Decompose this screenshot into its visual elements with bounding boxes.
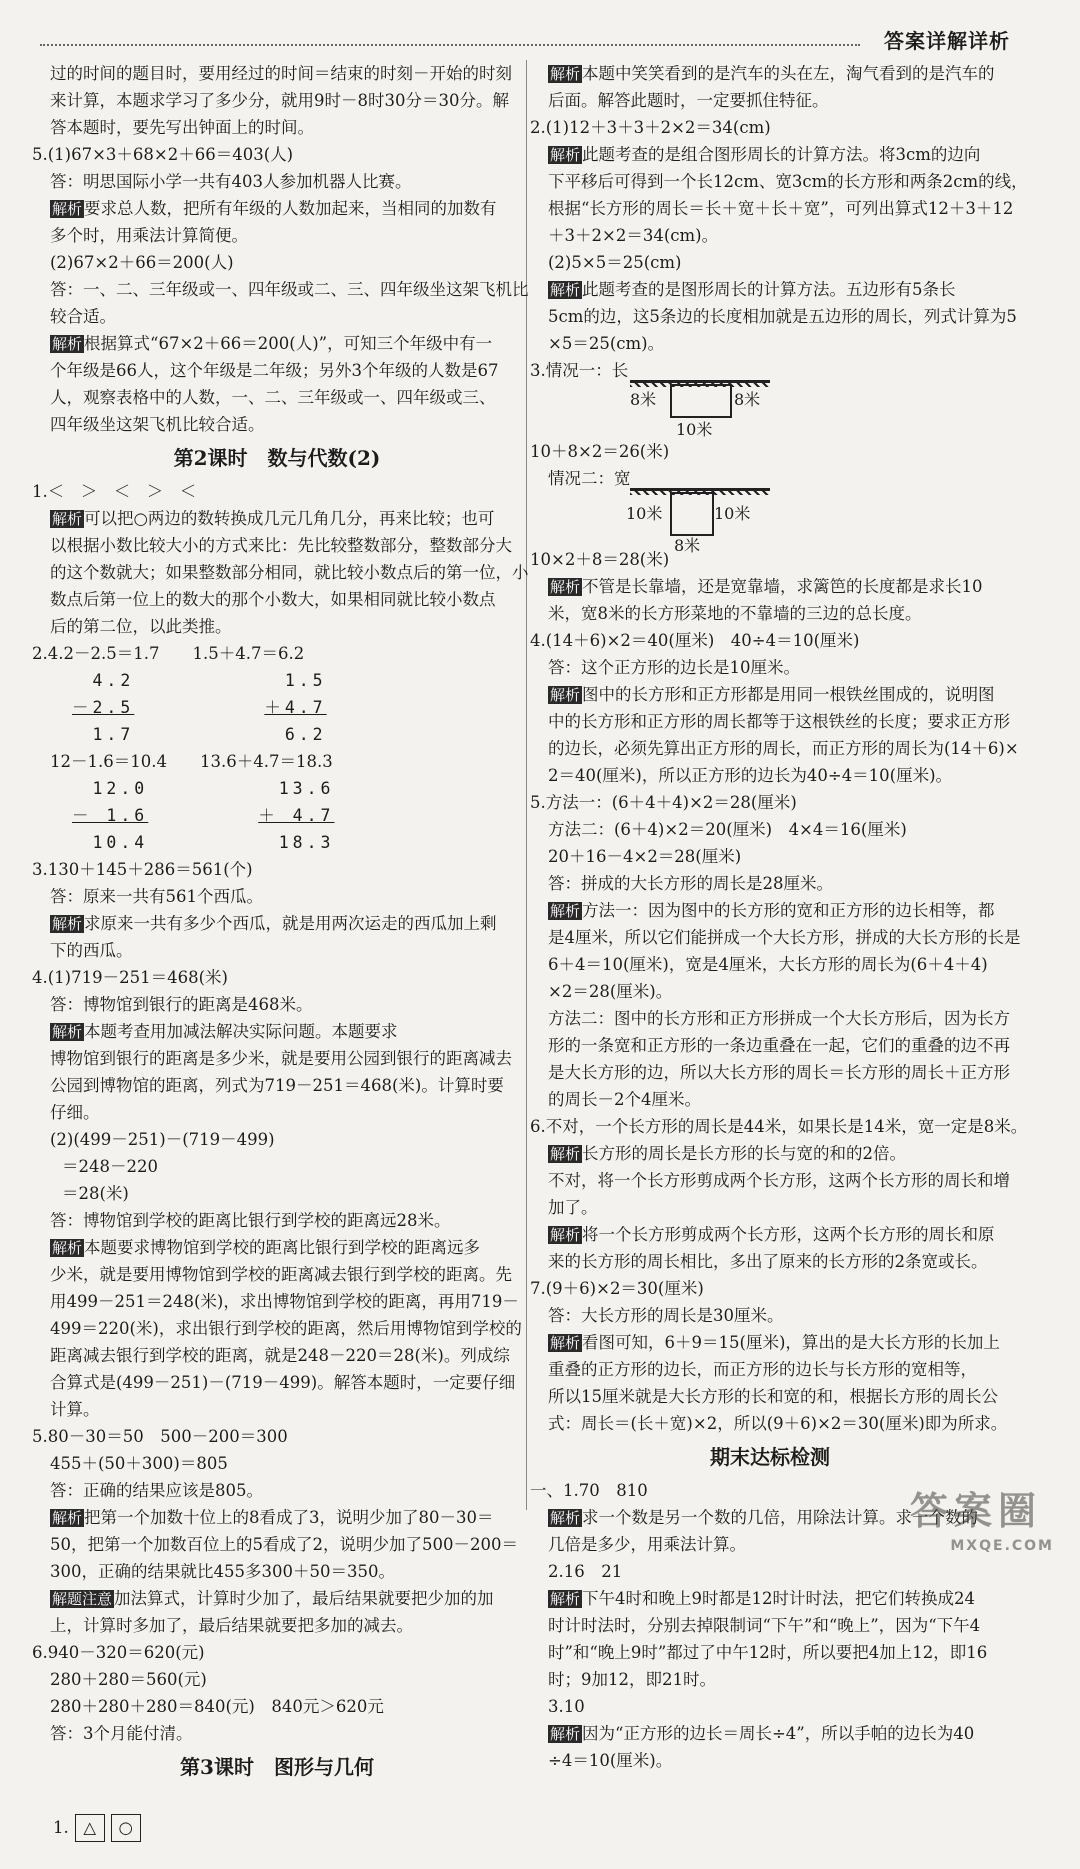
text-line: 解析 本题中笑笑看到的是汽车的头在左，淘气看到的是汽车的 (550, 64, 995, 83)
text-line: 4.(14＋6)×2＝40(厘米) 40÷4＝10(厘米) (530, 631, 860, 650)
text-line: 300，正确的结果就比455多300＋50＝350。 (50, 1562, 395, 1581)
calc-line: 12.0 (72, 779, 149, 798)
text-line: 答：博物馆到学校的距离比银行到学校的距离远28米。 (50, 1211, 451, 1230)
dim-label: 8米 (674, 536, 701, 555)
text-line: 280＋280＋280＝840(元) 840元＞620元 (50, 1697, 384, 1716)
text-line: 解析 因为“正方形的边长＝周长÷4”，所以手帕的边长为40 (550, 1724, 975, 1743)
text-line: 解析 下午4时和晚上9时都是12时计时法，把它们转换成24 (550, 1589, 976, 1608)
text-line: 后的第二位，以此类推。 (50, 617, 232, 636)
left-column (32, 60, 529, 1837)
page-header-title: 答案详解详析 (884, 29, 1010, 53)
text-line: ＋3＋2×2＝34(cm)。 (548, 226, 719, 245)
dim-label: 10米 (714, 504, 751, 523)
analysis-tag: 解析 (550, 1334, 581, 1352)
text-line: 来计算，本题求学习了多少分，就用9时－8时30分＝30分。解 (50, 91, 509, 110)
text-line: 答：博物馆到银行的距离是468米。 (50, 995, 313, 1014)
text-line: 人，观察表格中的人数，一、二、三年级或一、四年级或三、 (50, 388, 496, 407)
analysis-tag: 解析 (52, 915, 83, 933)
text-line: 解析 要求总人数，把所有年级的人数加起来，当相同的加数有 (52, 199, 497, 218)
analysis-tag: 解析 (52, 1023, 83, 1041)
text-line: 后面。解答此题时，一定要抓住特征。 (548, 91, 829, 110)
calc-line: 6.2 (264, 725, 327, 744)
text-line: 3.130＋145＋286＝561(个) (32, 860, 253, 879)
text-line: 5.方法一：(6＋4＋4)×2＝28(厘米) (530, 793, 797, 812)
analysis-tag: 解析 (52, 1509, 83, 1527)
text-line: 的这个数就大；如果整数部分相同，就比较小数点后的第一位，小 (50, 563, 529, 582)
vertical-calc (32, 775, 148, 856)
text-line: 几倍是多少，用乘法计算。 (548, 1535, 746, 1554)
calc-line: 1.5 (264, 671, 327, 690)
text-line: 答本题时，要先写出钟面上的时间。 (50, 118, 314, 137)
question-number: 1. (52, 1818, 69, 1837)
text-line: 2.(1)12＋3＋3＋2×2＝34(cm) (530, 118, 771, 137)
text-line: 解析 求原来一共有多少个西瓜，就是用两次运走的西瓜加上剩 (52, 914, 497, 933)
text-line: 2＝40(厘米)，所以正方形的边长为40÷4＝10(厘米)。 (548, 766, 953, 785)
calc-line: 13.6 (258, 779, 335, 798)
text-line: 6.不对，一个长方形的周长是44米，如果长是14米，宽一定是8米。 (530, 1117, 1028, 1136)
text-line: 不对，将一个长方形剪成两个长方形，这两个长方形的周长和增 (548, 1171, 1010, 1190)
text-line: 20＋16－4×2＝28(厘米) (548, 847, 742, 866)
text-line: 米，宽8米的长方形菜地的不靠墙的三边的总长度。 (548, 604, 922, 623)
site-watermark-logo (910, 1489, 1060, 1554)
calc-line: ＋ 4.7 (258, 806, 335, 825)
analysis-tag: 解题注意 (52, 1590, 113, 1608)
text-line: 形的一条宽和正方形的一条边重叠在一起，它们的重叠的边不再 (548, 1036, 1010, 1055)
text-line: 方法二：图中的长方形和正方形拼成一个大长方形后，因为长方 (548, 1009, 1010, 1028)
text-line: 时；9加12，即21时。 (548, 1670, 716, 1689)
text-line: 答：拼成的大长方形的周长是28厘米。 (548, 874, 833, 893)
vertical-calc (218, 775, 334, 856)
text-line: 合算式是(499－251)－(719－499)。解答本题时，一定要仔细 (50, 1373, 516, 1392)
analysis-tag: 解析 (550, 1226, 581, 1244)
text-line: 2.16 21 (548, 1562, 623, 1581)
vertical-calc (224, 667, 326, 748)
text-line: 公园到博物馆的距离，列式为719－251＝468(米)。计算时要 (50, 1076, 504, 1095)
analysis-tag: 解析 (52, 510, 83, 528)
dim-label: 10米 (676, 420, 713, 439)
section-heading: 第2课时 数与代数(2) (173, 446, 381, 470)
text-line: 下平移后可得到一个长12cm、宽3cm的长方形和两条2cm的线， (548, 172, 1028, 191)
watermark-url: MXQE.COM (950, 1538, 1054, 1554)
text-line: 方法二：(6＋4)×2＝20(厘米) 4×4＝16(厘米) (548, 820, 907, 839)
analysis-tag: 解析 (550, 65, 581, 83)
text-line: 280＋280＝560(元) (50, 1670, 207, 1689)
text-line: 4.(1)719－251＝468(米) (32, 968, 228, 987)
text-line: 用499－251＝248(米)，求出博物馆到学校的距离，再用719－ (50, 1292, 519, 1311)
text-line: 过的时间的题目时，要用经过的时间＝结束的时刻－开始的时刻 (50, 64, 512, 83)
text-line: 式：周长＝(长＋宽)×2，所以(9＋6)×2＝30(厘米)即为所求。 (548, 1414, 1008, 1433)
analysis-tag: 解析 (550, 1590, 581, 1608)
text-line: 5.(1)67×3＋68×2＋66＝403(人) (32, 145, 294, 164)
text-line: 解析 把第一个加数十位上的8看成了3，说明少加了80－30＝ (52, 1508, 494, 1527)
garden-rect (670, 492, 714, 536)
text-line: 2.4.2－2.5＝1.7 1.5＋4.7＝6.2 (32, 644, 305, 663)
text-line: 解析 根据算式“67×2＋66＝200(人)”，可知三个年级中有一 (52, 334, 493, 353)
text-line: 解析 此题考查的是组合图形周长的计算方法。将3cm的边向 (550, 145, 981, 164)
text-line: 仔细。 (50, 1103, 100, 1122)
text-line: 答：原来一共有561个西瓜。 (50, 887, 263, 906)
analysis-tag: 解析 (550, 1509, 581, 1527)
calc-line: 1.7 (72, 725, 135, 744)
text-line: 情况二：宽 (548, 469, 631, 488)
text-line: 499＝220(米)，求出银行到学校的距离，然后用博物馆到学校的 (50, 1319, 522, 1338)
text-line: 计算。 (50, 1400, 100, 1419)
text-line: 1.＜ ＞ ＜ ＞ ＜ (32, 482, 197, 501)
vertical-calc-row-2 (32, 775, 522, 856)
analysis-tag: 解析 (550, 902, 581, 920)
calc-line: 10.4 (72, 833, 149, 852)
circle-symbol: ○ (111, 1814, 141, 1842)
text-line: 解题注意 加法算式，计算时少加了，最后结果就要把少加的加 (52, 1589, 494, 1608)
text-line: ＝248－220 (62, 1157, 158, 1176)
text-line: 10×2＋8＝28(米) (530, 550, 670, 569)
calc-line: － 1.6 (72, 806, 149, 825)
section-heading: 期末达标检测 (710, 1445, 830, 1469)
calc-line: 18.3 (258, 833, 335, 852)
analysis-tag: 解析 (550, 1145, 581, 1163)
text-line: 解析 将一个长方形剪成两个长方形，这两个长方形的周长和原 (550, 1225, 995, 1244)
text-line: 博物馆到银行的距离是多少米，就是要用公园到银行的距离减去 (50, 1049, 512, 1068)
text-line: 上，计算时多加了，最后结果就要把多加的减去。 (50, 1616, 413, 1635)
text-line: 时计时法时，分别去掉限制词“下午”和“晚上”，因为“下午4 (548, 1616, 981, 1635)
text-line: 3.情况一：长 (530, 361, 629, 380)
text-line: 少米，就是要用博物馆到学校的距离减去银行到学校的距离。先 (50, 1265, 512, 1284)
text-line: 多个时，用乘法计算简便。 (50, 226, 248, 245)
text-line: 12－1.6＝10.4 13.6＋4.7＝18.3 (50, 752, 333, 771)
analysis-tag: 解析 (550, 578, 581, 596)
analysis-tag: 解析 (550, 281, 581, 299)
dim-label: 10米 (626, 504, 663, 523)
text-line: 是大长方形的边，所以大长方形的周长＝长方形的周长＋正方形 (548, 1063, 1010, 1082)
text-line: 解析 图中的长方形和正方形都是用同一根铁丝围成的，说明图 (550, 685, 995, 704)
text-line: 所以15厘米就是大长方形的长和宽的和，根据长方形的周长公 (548, 1387, 998, 1406)
watermark-text: 答案圈 (910, 1489, 1043, 1533)
text-line: ÷4＝10(厘米)。 (548, 1751, 673, 1770)
text-line: 下的西瓜。 (50, 941, 133, 960)
analysis-tag: 解析 (550, 146, 581, 164)
text-line: 50，把第一个加数百位上的5看成了2，说明少加了500－200＝ (50, 1535, 518, 1554)
text-line: 的周长－2个4厘米。 (548, 1090, 701, 1109)
text-line: 解析 看图可知，6＋9＝15(厘米)，算出的是大长方形的长加上 (550, 1333, 1000, 1352)
dim-label: 8米 (630, 390, 657, 409)
triangle-symbol: △ (75, 1814, 105, 1842)
analysis-tag: 解析 (52, 335, 83, 353)
text-line: 根据“长方形的周长＝长＋宽＋长＋宽”，可列出算式12＋3＋12 (548, 199, 1014, 218)
fence-diagram-1 (590, 384, 1010, 438)
text-line: 答：正确的结果应该是805。 (50, 1481, 263, 1500)
text-line: 较合适。 (50, 307, 116, 326)
analysis-tag: 解析 (550, 686, 581, 704)
text-line: 时”和“晚上9时”都过了中午12时，所以要把4加上12，即16 (548, 1643, 988, 1662)
text-line: ×5＝25(cm)。 (548, 334, 665, 353)
text-line: 解析 求一个数是另一个数的几倍，用除法计算。求一个数的 (550, 1508, 979, 1527)
analysis-tag: 解析 (550, 1725, 581, 1743)
text-line: 一、1.70 810 (530, 1481, 648, 1500)
header-dotted-rule (40, 44, 860, 46)
text-line: 四年级坐这架飞机比较合适。 (50, 415, 265, 434)
analysis-tag: 解析 (52, 200, 83, 218)
text-line: 答：大长方形的周长是30厘米。 (548, 1306, 784, 1325)
text-line: 3.10 (548, 1697, 585, 1716)
text-line: 解析 本题要求博物馆到学校的距离比银行到学校的距离远多 (52, 1238, 481, 1257)
text-line: 7.(9＋6)×2＝30(厘米) (530, 1279, 704, 1298)
text-line: 距离减去银行到学校的距离，就是248－220＝28(米)。列成综 (50, 1346, 510, 1365)
text-line: 解析 长方形的周长是长方形的长与宽的和的2倍。 (550, 1144, 907, 1163)
text-line: 解析 方法一：因为图中的长方形的宽和正方形的边长相等，都 (550, 901, 995, 920)
calc-line: 4.2 (72, 671, 135, 690)
text-line: 个年级是66人，这个年级是二年级；另外3个年级的人数是67 (50, 361, 499, 380)
text-line: 中的长方形和正方形的周长都等于这根铁丝的长度；要求正方形 (548, 712, 1010, 731)
text-line: 6.940－320＝620(元) (32, 1643, 205, 1662)
text-line: 5.80－30＝50 500－200＝300 (32, 1427, 288, 1446)
calc-line: －2.5 (72, 698, 135, 717)
text-line: 的边长，必须先算出正方形的周长，而正方形的周长为(14＋6)× (548, 739, 1019, 758)
calc-line: ＋4.7 (264, 698, 327, 717)
question-1-shapes (32, 1787, 522, 1837)
text-line: 重叠的正方形的边长，而正方形的边长与长方形的宽相等， (548, 1360, 977, 1379)
fence-diagram-2 (590, 492, 1010, 555)
text-line: 数点后第一位上的数大的那个小数大，如果相同就比较小数点 (50, 590, 496, 609)
text-line: 答：一、二、三年级或一、四年级或二、三、四年级坐这架飞机比 (50, 280, 529, 299)
text-line: 455＋(50＋300)＝805 (50, 1454, 228, 1473)
text-line: 加了。 (548, 1198, 598, 1217)
section-heading: 第3课时 图形与几何 (180, 1755, 374, 1779)
text-line: 10＋8×2＝26(米) (530, 442, 670, 461)
text-line: 6＋4＝10(厘米)，宽是4厘米，大长方形的周长为(6＋4＋4) (548, 955, 988, 974)
text-line: ＝28(米) (62, 1184, 129, 1203)
text-line: 解析 可以把○两边的数转换成几元几角几分，再来比较；也可 (52, 509, 495, 528)
text-line: 解析 此题考查的是图形周长的计算方法。五边形有5条长 (550, 280, 956, 299)
text-line: (2)(499－251)－(719－499) (50, 1130, 275, 1149)
text-line: 答：3个月能付清。 (50, 1724, 193, 1743)
analysis-tag: 解析 (52, 1239, 83, 1257)
text-line: 以根据小数比较大小的方式来比：先比较整数部分，整数部分大 (50, 536, 512, 555)
text-line: ×2＝28(厘米)。 (548, 982, 673, 1001)
garden-rect (670, 384, 732, 418)
dim-label: 8米 (734, 390, 761, 409)
text-line: 答：这个正方形的边长是10厘米。 (548, 658, 800, 677)
text-line: 5cm的边，这5条边的长度相加就是五边形的周长，列式计算为5 (548, 307, 1017, 326)
text-line: 解析 本题考查用加减法解决实际问题。本题要求 (52, 1022, 398, 1041)
text-line: 是4厘米，所以它们能拼成一个大长方形，拼成的大长方形的长是 (548, 928, 1021, 947)
text-line: 解析 不管是长靠墙，还是宽靠墙，求篱笆的长度都是求长10 (550, 577, 983, 596)
text-line: (2)5×5＝25(cm) (548, 253, 682, 272)
vertical-calc (32, 667, 134, 748)
text-line: 来的长方形的周长相比，多出了原来的长方形的2条宽或长。 (548, 1252, 988, 1271)
text-line: (2)67×2＋66＝200(人) (50, 253, 234, 272)
vertical-calc-row-1 (32, 667, 522, 748)
text-line: 答：明思国际小学一共有403人参加机器人比赛。 (50, 172, 412, 191)
